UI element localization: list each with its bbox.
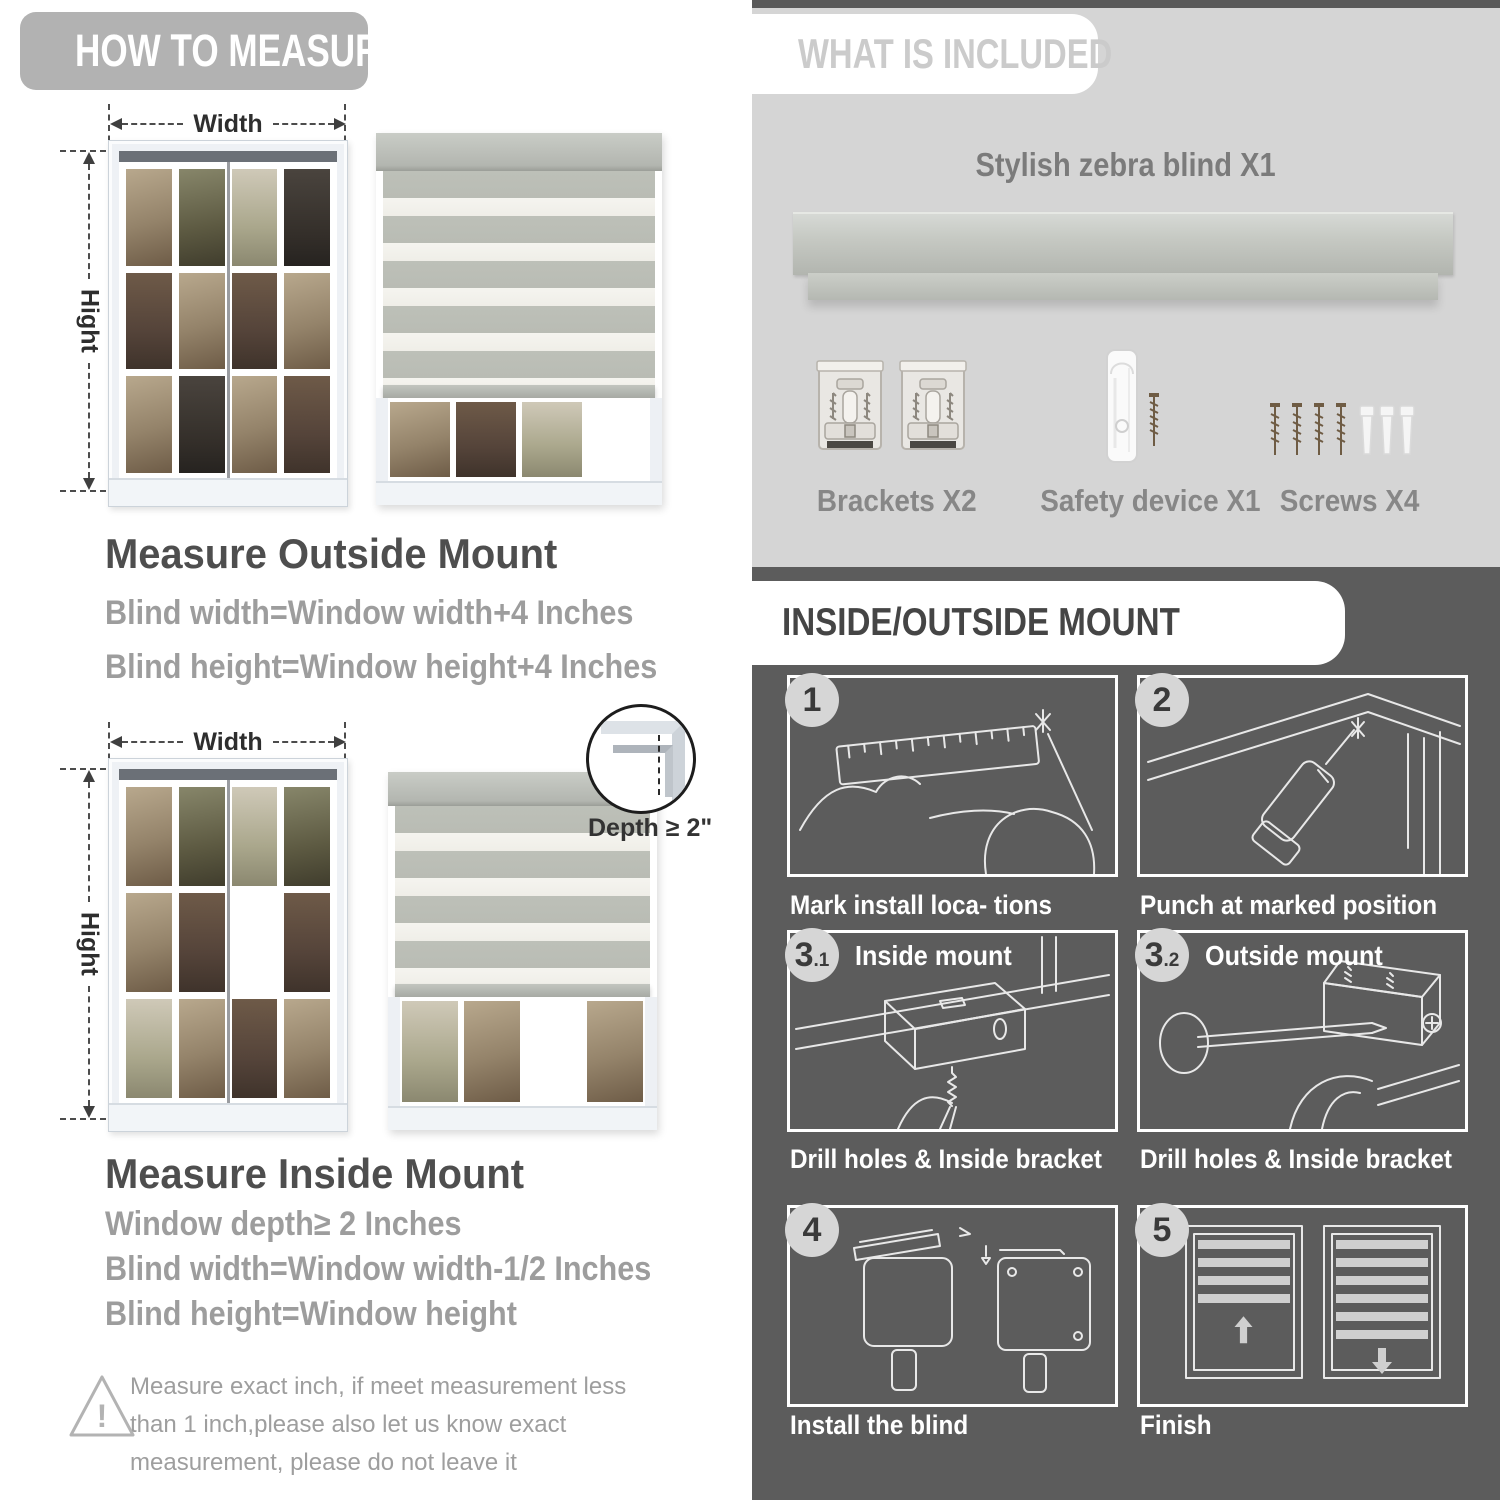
screws-icon <box>1268 402 1428 467</box>
window-pane <box>284 273 330 370</box>
depth-dashed-line <box>658 735 660 795</box>
window-pane <box>232 376 278 473</box>
depth-magnifier <box>586 704 696 814</box>
outside-mount-line-1: Blind width=Window width+4 Inches <box>105 594 634 632</box>
blind-bottom-rail <box>383 385 655 398</box>
window-center-divider <box>227 162 230 480</box>
step-3-2-caption: Drill holes & Inside bracket <box>1140 1144 1452 1174</box>
arrow-left-icon <box>110 736 122 748</box>
window-pane <box>456 402 516 477</box>
product-title: Stylish zebra blind X1 <box>975 146 1277 183</box>
window-pane <box>284 169 330 266</box>
blind-bottomrail-image <box>808 273 1438 300</box>
window-pane <box>232 893 278 992</box>
window-pane <box>179 893 225 992</box>
height-label: Hight <box>75 289 104 353</box>
window-pane <box>179 787 225 886</box>
what-is-included-banner <box>752 14 1113 94</box>
window-pane <box>179 169 225 266</box>
window-top-roller <box>119 769 337 780</box>
how-to-measure-banner-label: HOW TO MEASURE <box>75 25 404 76</box>
mount-banner-label: INSIDE/OUTSIDE MOUNT <box>782 601 1180 644</box>
window-top-roller <box>119 151 337 162</box>
blind-window-below <box>376 398 662 481</box>
window-pane <box>402 1001 458 1102</box>
warning-text: Measure exact inch, if meet measurement less than 1 inch,please also let us know exact measurement, please do not leave it <box>130 1373 627 1476</box>
window-pane <box>587 1001 643 1102</box>
what-is-included-label: WHAT IS INCLUDED <box>798 30 1113 77</box>
arrow-up-icon <box>83 770 95 782</box>
step-5-caption: Finish <box>1140 1410 1212 1440</box>
window-center-divider <box>227 780 230 1105</box>
step-3-1-caption: Drill holes & Inside bracket <box>790 1144 1102 1174</box>
window-pane <box>284 999 330 1098</box>
arrow-right-icon <box>334 736 346 748</box>
step-1-caption: Mark install loca- tions <box>790 890 1052 920</box>
window-photo-outside <box>108 140 348 507</box>
step-3-1-title: Inside mount <box>855 940 1012 971</box>
window-photo-inside <box>108 758 348 1132</box>
svg-text:!: ! <box>96 1398 108 1434</box>
window-pane <box>126 376 172 473</box>
window-pane <box>464 1001 520 1102</box>
step-3-1-badge: 3 .1 <box>785 928 839 982</box>
blind-stripes <box>383 171 655 385</box>
inside-mount-heading: Measure Inside Mount <box>105 1150 525 1197</box>
width-label: Width <box>193 109 263 138</box>
safety-device-label: Safety device X1 <box>1040 483 1261 518</box>
blind-window-sill <box>388 1106 657 1130</box>
blind-bottom-rail <box>395 984 650 997</box>
window-pane <box>126 999 172 1098</box>
how-to-measure-banner <box>20 12 404 90</box>
window-pane <box>232 273 278 370</box>
warning-triangle-icon <box>66 1372 138 1442</box>
window-corner-inner <box>613 745 673 797</box>
brackets-label: Brackets X2 <box>816 483 977 518</box>
arrow-left-icon <box>110 118 122 130</box>
bracket-icon <box>815 357 885 460</box>
window-pane <box>232 169 278 266</box>
height-label: Hight <box>75 912 104 976</box>
step-5-badge: 5 <box>1135 1203 1189 1257</box>
step5-illustration <box>1140 1208 1465 1404</box>
arrow-up-icon <box>83 152 95 164</box>
inside-mount-line-3: Blind height=Window height <box>105 1295 517 1333</box>
step4-illustration <box>790 1208 1115 1404</box>
outside-mount-heading: Measure Outside Mount <box>105 530 558 577</box>
window-pane <box>232 999 278 1098</box>
width-dimension-outside <box>110 109 346 138</box>
step-2-badge: 2 <box>1135 673 1189 727</box>
step-4-caption: Install the blind <box>790 1410 969 1440</box>
window-pane <box>126 787 172 886</box>
safety-device-icon <box>1103 348 1141 469</box>
blind-window-below <box>388 997 657 1106</box>
bracket-icon <box>898 357 968 460</box>
arrow-down-icon <box>83 1106 95 1118</box>
height-dimension-inside <box>76 770 102 1118</box>
window-sill <box>109 478 347 506</box>
step-2-caption: Punch at marked position <box>1140 890 1438 920</box>
window-pane <box>126 273 172 370</box>
arrow-down-icon <box>83 478 95 490</box>
window-pane <box>126 893 172 992</box>
window-pane <box>522 402 582 477</box>
arrow-right-icon <box>334 118 346 130</box>
mount-banner <box>752 581 1345 665</box>
inside-mount-line-1: Window depth≥ 2 Inches <box>105 1205 462 1243</box>
blind-headrail-image <box>793 212 1453 275</box>
blind-cassette <box>376 133 662 171</box>
height-dimension-outside <box>76 152 102 490</box>
screw-icon <box>1146 392 1162 453</box>
window-pane <box>284 893 330 992</box>
window-pane <box>232 787 278 886</box>
width-label: Width <box>193 727 263 756</box>
window-pane <box>526 1001 582 1102</box>
window-sill <box>109 1103 347 1131</box>
top-dark-strip <box>752 0 1500 8</box>
window-pane <box>179 376 225 473</box>
zebra-blind-outside <box>376 133 662 505</box>
window-pane <box>179 273 225 370</box>
step-1-badge: 1 <box>785 673 839 727</box>
window-pane <box>126 169 172 266</box>
inside-mount-line-2: Blind width=Window width-1/2 Inches <box>105 1250 652 1288</box>
step1-illustration <box>790 678 1115 874</box>
outside-mount-line-2: Blind height=Window height+4 Inches <box>105 648 658 686</box>
blind-window-sill <box>376 481 662 505</box>
width-dimension-inside <box>110 727 346 756</box>
window-pane <box>588 402 648 477</box>
step2-illustration <box>1140 678 1465 874</box>
step-4-badge: 4 <box>785 1203 839 1257</box>
step-3-2-title: Outside mount <box>1205 940 1383 971</box>
window-pane <box>390 402 450 477</box>
step-3-2-badge: 3 .2 <box>1135 928 1189 982</box>
window-pane <box>284 787 330 886</box>
screws-label: Screws X4 <box>1279 483 1420 518</box>
window-pane <box>284 376 330 473</box>
window-pane <box>179 999 225 1098</box>
depth-label: Depth ≥ 2" <box>588 814 713 842</box>
